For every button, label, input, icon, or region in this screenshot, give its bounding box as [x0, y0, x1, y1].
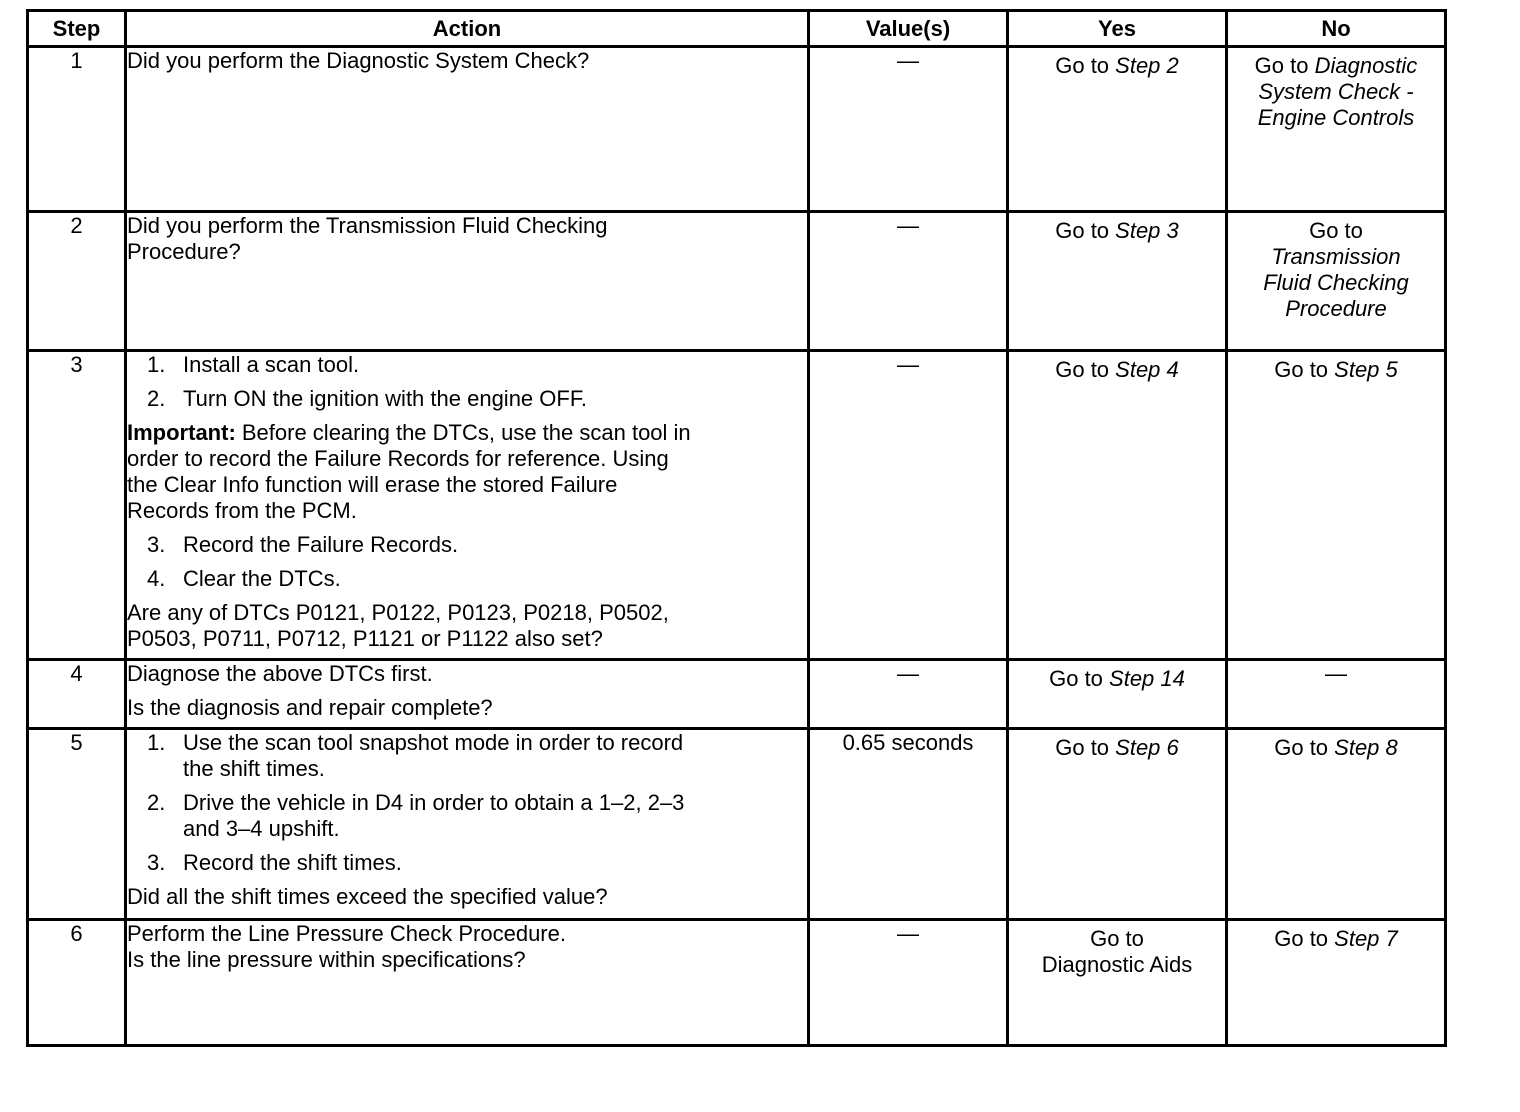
header-action: Action: [126, 11, 809, 47]
table-row: [28, 212, 1446, 351]
value-cell: —: [809, 660, 1008, 729]
header-no: No: [1227, 11, 1446, 47]
list-item: 1. Install a scan tool.: [147, 352, 360, 377]
yes-reference[interactable]: Go to Step 3: [1055, 218, 1179, 243]
value-cell: —: [809, 212, 1008, 351]
no-reference[interactable]: Go to Step 5: [1274, 357, 1398, 382]
yes-cell: [1008, 729, 1227, 920]
table-row: [28, 660, 1446, 729]
action-cell: [126, 729, 809, 920]
action-cell: [126, 920, 809, 1046]
yes-cell: [1008, 660, 1227, 729]
no-cell: [1227, 212, 1446, 351]
question-line: Did you perform the Transmission Fluid Checking: [127, 213, 608, 238]
step-number: 3: [28, 351, 126, 660]
step-number: 2: [28, 212, 126, 351]
no-cell: [1227, 351, 1446, 660]
yes-cell: [1008, 212, 1227, 351]
step-number: 6: [28, 920, 126, 1046]
no-reference[interactable]: Go to Step 7: [1274, 926, 1398, 951]
table-row: [28, 920, 1446, 1046]
yes-reference[interactable]: Go to Diagnostic Aids: [1041, 926, 1193, 977]
question: Did you perform the Diagnostic System Check?: [127, 48, 590, 73]
list-item: 1. Use the scan tool snapshot mode in order to record the shift times.: [147, 730, 684, 781]
list-item: 3. Record the shift times.: [147, 850, 402, 875]
no-reference[interactable]: Go to Diagnostic System Check - Engine Controls: [1254, 53, 1418, 130]
header-row: [28, 11, 1446, 47]
yes-reference[interactable]: Go to Step 4: [1055, 357, 1179, 382]
yes-cell: [1008, 351, 1227, 660]
question: Is the diagnosis and repair complete?: [127, 695, 493, 720]
step-number: 1: [28, 47, 126, 212]
action-cell: [126, 660, 809, 729]
value-cell: —: [809, 47, 1008, 212]
action-cell: [126, 212, 809, 351]
table-row: [28, 351, 1446, 660]
step-number: 5: [28, 729, 126, 920]
question: Is the line pressure within specifications?: [127, 947, 526, 972]
value-cell: —: [809, 920, 1008, 1046]
no-cell: —: [1227, 660, 1446, 729]
table-row: [28, 47, 1446, 212]
action-cell: [126, 351, 809, 660]
list-item: 4. Clear the DTCs.: [147, 566, 341, 591]
no-reference[interactable]: Go to Transmission Fluid Checking Procedure: [1263, 218, 1409, 321]
no-reference[interactable]: Go to Step 8: [1274, 735, 1398, 760]
no-cell: [1227, 47, 1446, 212]
yes-reference[interactable]: Go to Step 14: [1049, 666, 1185, 691]
yes-reference[interactable]: Go to Step 6: [1055, 735, 1179, 760]
yes-cell: [1008, 920, 1227, 1046]
action-line: Diagnose the above DTCs first.: [127, 661, 433, 686]
header-step: Step: [28, 11, 126, 47]
step-number: 4: [28, 660, 126, 729]
question-line: Procedure?: [127, 239, 241, 264]
diagnostic-table: [26, 9, 1447, 1047]
no-cell: [1227, 920, 1446, 1046]
value-cell: —: [809, 351, 1008, 660]
action-line: Perform the Line Pressure Check Procedure.: [127, 921, 566, 946]
table-row: [28, 729, 1446, 920]
action-cell: [126, 47, 809, 212]
list-item: 2. Turn ON the ignition with the engine OFF.: [147, 386, 587, 411]
yes-reference[interactable]: Go to Step 2: [1055, 53, 1179, 78]
yes-cell: [1008, 47, 1227, 212]
header-values: Value(s): [809, 11, 1008, 47]
header-yes: Yes: [1008, 11, 1227, 47]
value-cell: 0.65 seconds: [809, 729, 1008, 920]
question: Did all the shift times exceed the specified value?: [127, 884, 608, 909]
question: Are any of DTCs P0121, P0122, P0123, P0218, P0502, P0503, P0711, P0712, P1121 or P1122 also set?: [127, 600, 669, 651]
important-note: Important: Before clearing the DTCs, use the scan tool in order to record the Failure Records for reference. Using the Clear Info function will erase the stored Failure Records from the PCM.: [127, 420, 691, 523]
no-cell: [1227, 729, 1446, 920]
list-item: 2. Drive the vehicle in D4 in order to obtain a 1–2, 2–3 and 3–4 upshift.: [147, 790, 685, 841]
list-item: 3. Record the Failure Records.: [147, 532, 459, 557]
